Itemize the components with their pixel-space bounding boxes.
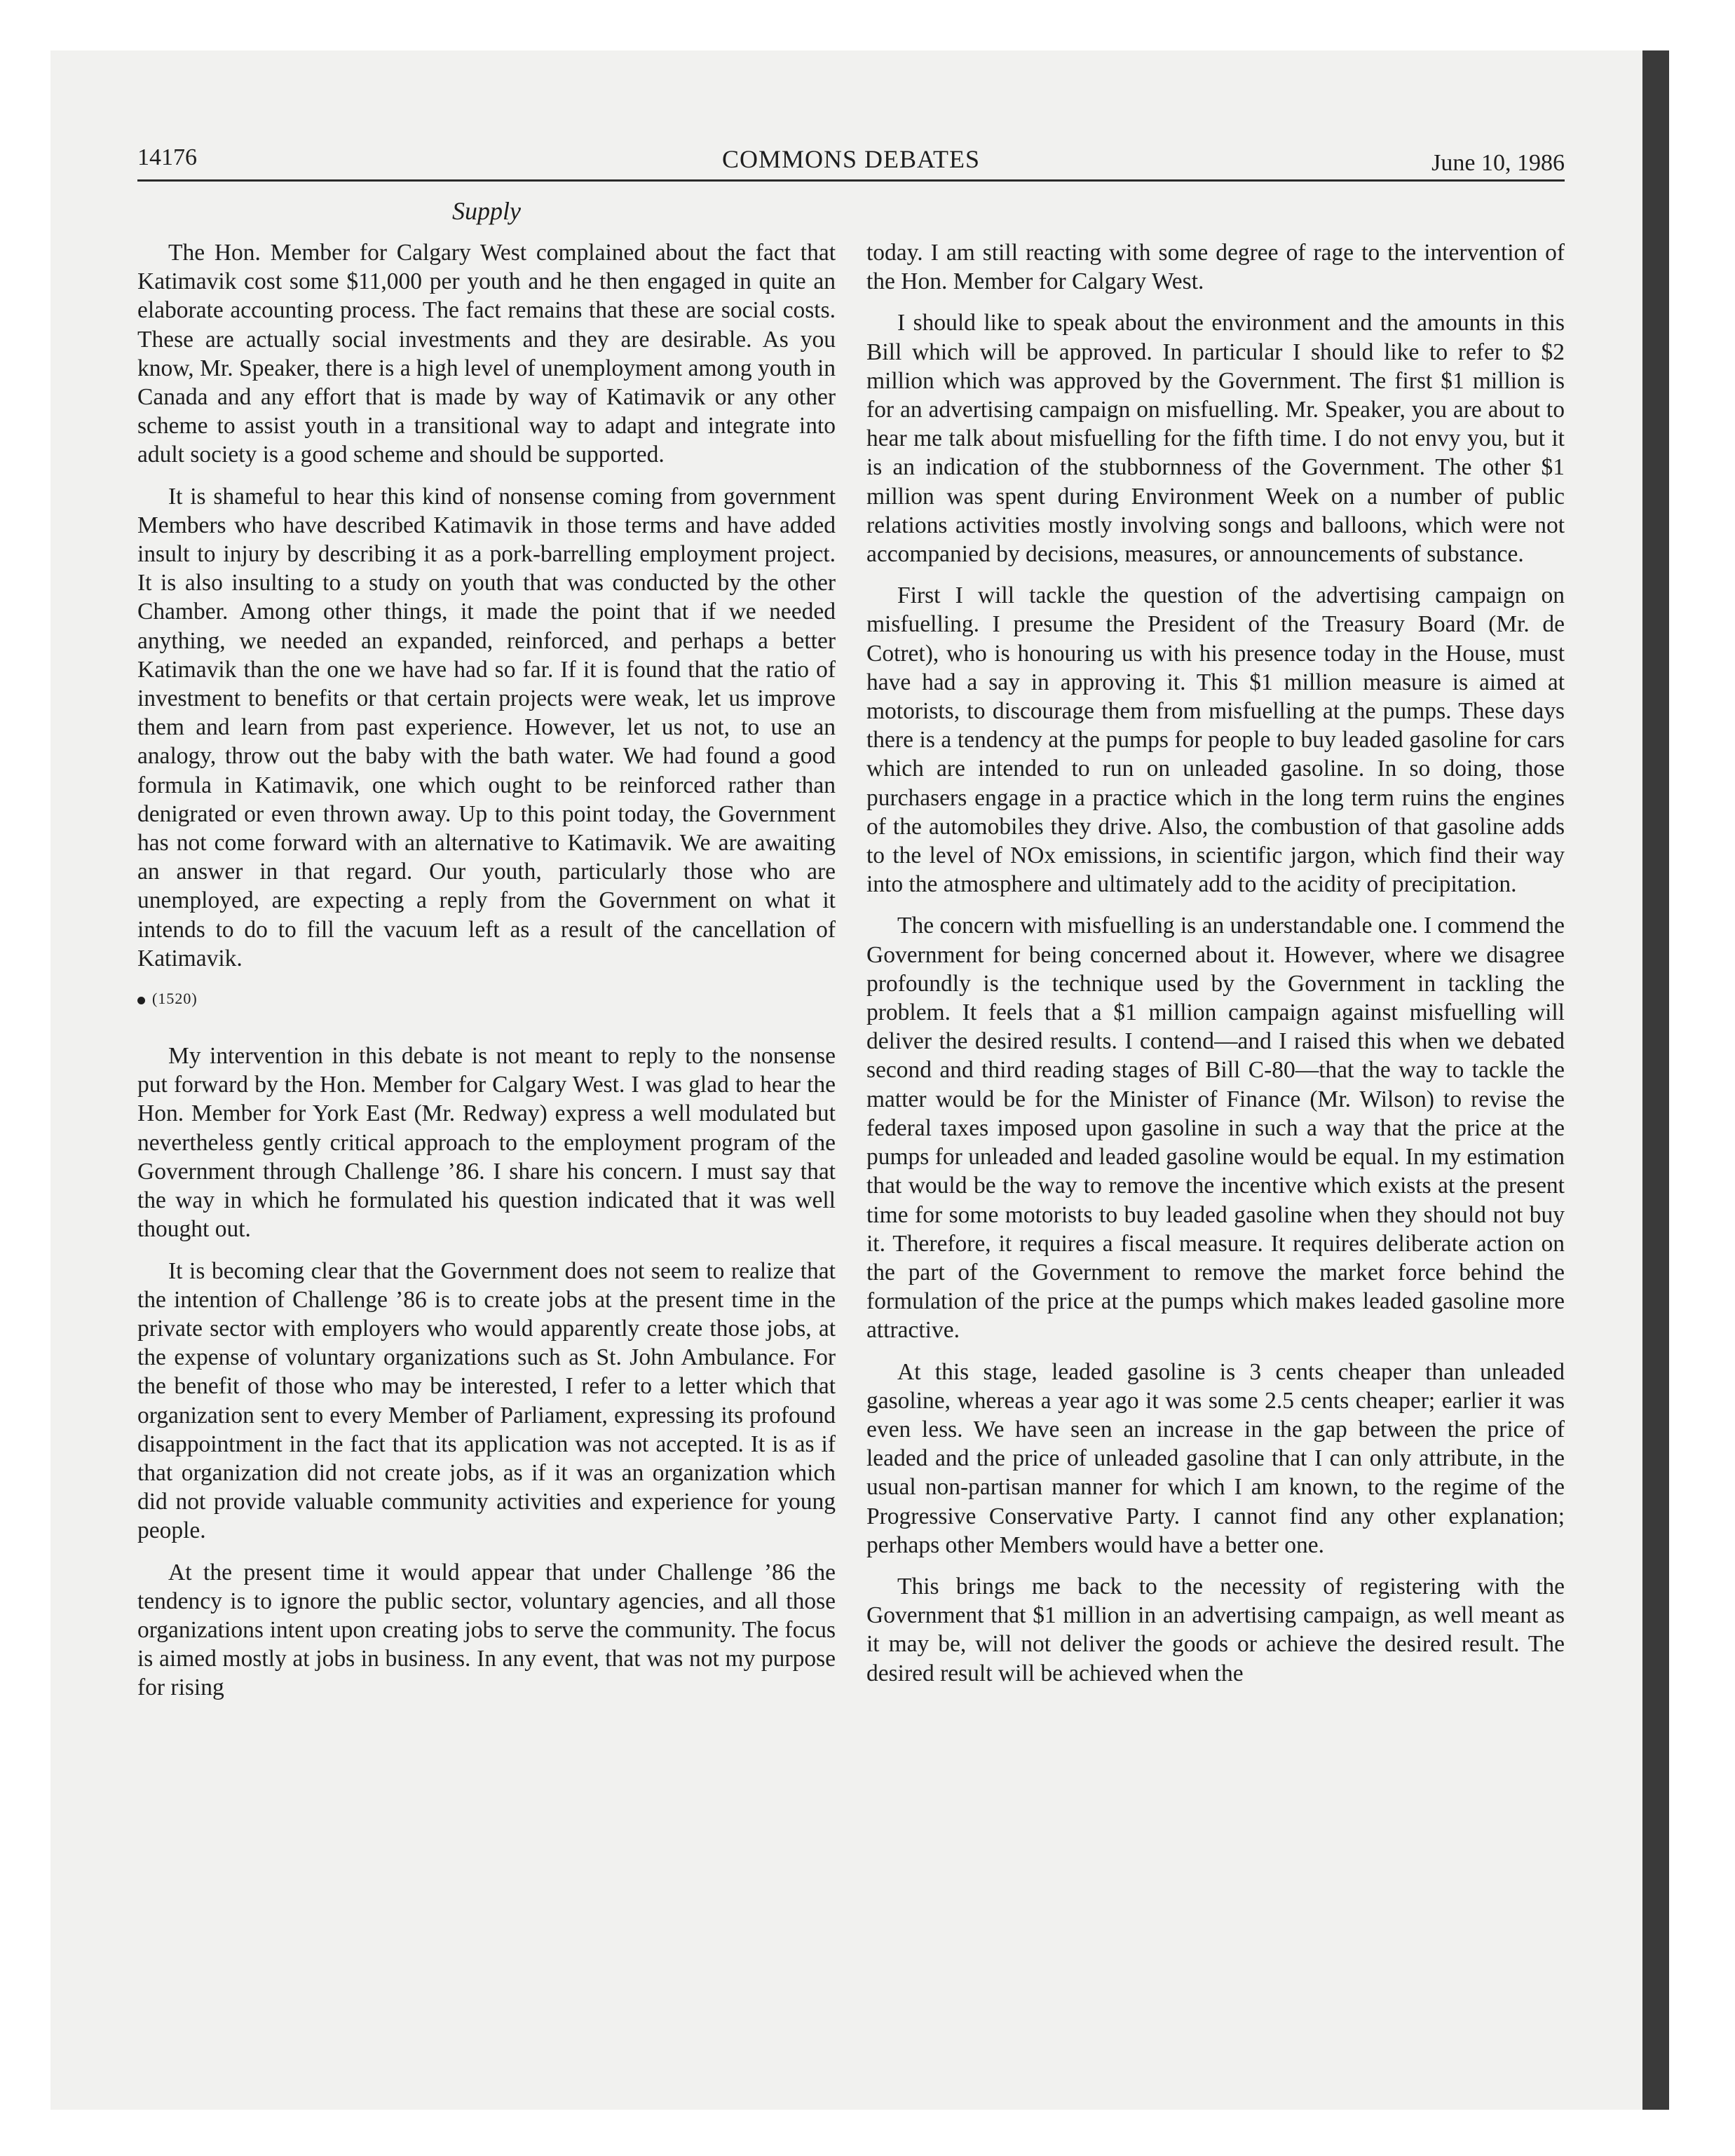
time-marker-label: (1520) <box>152 990 198 1008</box>
paragraph: First I will tackle the question of the advertising campaign on misfuelling. I presume the President of the Treasury Board (Mr. de Cotret), who is honouring us with his presence today in the House, must have had a say in approving it. This $1 million measure is aimed at motorists, to discourage them from misfuelling at the pumps. These days there is a tendency at the pumps for people to buy leaded gasoline for cars which are intended to run on unleaded gasoline. In so doing, those purchasers engage in a practice which in the long term ruins the engines of the automobiles they drive. Also, the combustion of that gasoline adds to the level of NOx emissions, in scientific jargon, which find their way into the atmosphere and ultimately add to the acidity of precipitation. <box>866 582 1565 898</box>
paragraph: It is becoming clear that the Government does not seem to realize that the intention of Challenge ’86 is to create jobs at the present time in the private sector with employers who would apparently create those jobs, at the expense of voluntary organizations such as St. John Ambulance. For the benefit of those who may be interested, I refer to a letter which that organization sent to every Member of Parliament, expressing its profound disappointment in the fact that its application was not accepted. It is as if that organization did not create jobs, as if it was an organization which did not provide valuable community activities and experience for young people. <box>137 1257 836 1544</box>
issue-date: June 10, 1986 <box>1431 150 1565 176</box>
scan-edge-shadow <box>1642 50 1669 2110</box>
paragraph: My intervention in this debate is not meant to reply to the nonsense put forward by the Hon. Member for Calgary West. I was glad to hear the Hon. Member for York East (Mr. Redway) express a well modulated but nevertheless gently critical approach to the employment program of the Government through Challenge ’86. I share his concern. I must say that the way in which he formulated his question indicated that it was well thought out. <box>137 1043 836 1243</box>
paragraph: It is shameful to hear this kind of nonsense coming from government Members who have described Katimavik in those terms and have added insult to injury by describing it as a pork-barrelling employment project. It is also insulting to a study on youth that was conducted by the other Chamber. Among other things, it made the point that if we needed anything, we needed an expanded, reinforced, and perhaps a better Katimavik than the one we have had so far. If it is found that the ratio of investment to benefits or that certain projects were weak, let us improve them and learn from past experience. However, let us not, to use an analogy, throw out the baby with the bath water. We had found a good formula in Katimavik, one which ought to be reinforced rather than denigrated or even thrown away. Up to this point today, the Government has not come forward with an alternative to Katimavik. We are awaiting an answer in that regard. Our youth, particularly those who are unemployed, are expecting a reply from the Government on what it intends to do to fill the vacuum left as a result of the cancellation of Katimavik. <box>137 483 836 971</box>
paragraph: The Hon. Member for Calgary West complained about the fact that Katimavik cost some $11,000 per youth and he then engaged in quite an elaborate accounting process. The fact remains that these are social costs. These are actually social investments and they are desirable. As you know, Mr. Speaker, there is a high level of unemployment among youth in Canada and any effort that is made by way of Katimavik or any other scheme to assist youth in a transitional way to adapt and integrate into adult society is a good scheme and should be supported. <box>137 240 836 468</box>
paragraph-continued: today. I am still reacting with some degree of rage to the intervention of the Hon. Member for Calgary West. <box>866 240 1565 295</box>
paragraph: At the present time it would appear that under Challenge ’86 the tendency is to ignore the public sector, voluntary agencies, and all those organizations intent upon creating jobs to serve the community. The focus is aimed mostly at jobs in business. In any event, that was not my purpose for rising <box>137 1559 836 1701</box>
paragraph: At this stage, leaded gasoline is 3 cents cheaper than unleaded gasoline, whereas a year ago it was some 2.5 cents cheaper; earlier it was even less. We have seen an increase in the gap between the price of leaded and the price of unleaded gasoline that I can only attribute, in the usual non-partisan manner for which I am known, to the regime of the Progressive Conservative Party. I cannot find any other explanation; perhaps other Members would have a better one. <box>866 1358 1565 1558</box>
right-column <box>866 238 1565 1700</box>
paragraph: This brings me back to the necessity of registering with the Government that $1 million in an advertising campaign, as well meant as it may be, will not deliver the goods or achieve the desired result. The desired result will be achieved when the <box>866 1573 1565 1686</box>
paragraph: The concern with misfuelling is an understandable one. I commend the Government for being concerned about it. However, where we disagree profoundly is the technique used by the Government in tackling the problem. It feels that a $1 million campaign against misfuelling will deliver the desired results. I contend—and I raised this when we debated second and third reading stages of Bill C-80—that the way to tackle the matter would be for the Minister of Finance (Mr. Wilson) to revise the federal taxes imposed upon gasoline in such a way that the price at the pumps for unleaded and leaded gasoline would be equal. In my estimation that would be the way to remove the incentive which exists at the present time for some motorists to buy leaded gasoline when they should not buy it. Therefore, it requires a fiscal measure. It requires deliberate action on the part of the Government to remove the market force behind the formulation of the price at the pumps which makes leaded gasoline more attractive. <box>866 913 1565 1344</box>
running-header <box>137 140 1565 182</box>
bullet-icon <box>137 997 145 1004</box>
section-heading: Supply <box>452 197 521 225</box>
left-column <box>137 238 836 1715</box>
page-number: 14176 <box>137 144 197 170</box>
time-marker <box>137 988 836 1009</box>
publication-title: COMMONS DEBATES <box>721 145 981 173</box>
paragraph: I should like to speak about the environment and the amounts in this Bill which will be approved. In particular I should like to refer to $2 million which was approved by the Government. The first $1 million is for an advertising campaign on misfuelling. Mr. Speaker, you are about to hear me talk about misfuelling for the fifth time. I do not envy you, but it is an indication of the stubbornness of the Government. The other $1 million was spent during Environment Week on a number of public relations activities mostly involving songs and balloons, which were not accompanied by decisions, measures, or announcements of substance. <box>866 310 1565 568</box>
